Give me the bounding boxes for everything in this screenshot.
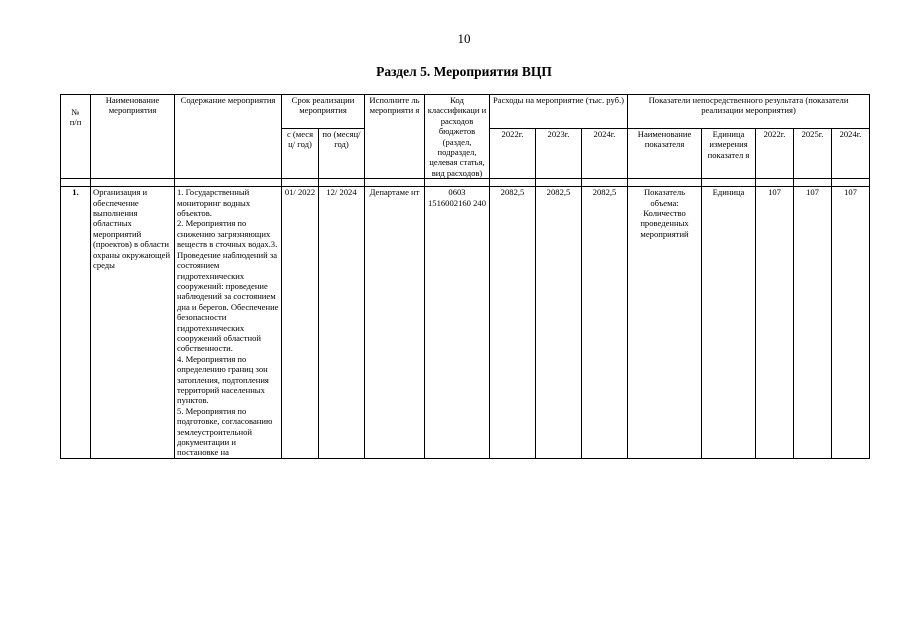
header-ind-year-3: 2024г. <box>832 129 870 179</box>
page-number: 10 <box>457 31 471 46</box>
header-exp-year-1: 2022г. <box>490 129 536 179</box>
activities-table <box>60 94 870 459</box>
header-period: Срок реализации мероприятия <box>282 95 365 129</box>
row-executor: Департаме нт <box>365 187 425 459</box>
table-header-row <box>61 95 870 129</box>
header-ind-year-2: 2025г. <box>794 129 832 179</box>
table-row <box>61 187 870 459</box>
row-content: 1. Государственный мониторинг водных объектов. 2. Мероприятия по снижению загрязняющих веществ в сточных водах.3. Проведение наблюдений за состоянием гидротехнических сооружений: проведение наблюдений за состоянием дна и берегов. Обеспечение безопасности гидротехнических сооружений областной собственности. 4. Мероприятия по определению границ зон затопления, подтопления территорий населенных пунктов. 5. Мероприятия по подготовке, согласованию землеустроительной документации и постановке на <box>175 187 282 459</box>
row-ind-year-1: 107 <box>756 187 794 459</box>
header-indicator-name: Наименование показателя <box>628 129 702 179</box>
row-ind-year-3: 107 <box>832 187 870 459</box>
row-exp-year-3: 2082,5 <box>582 187 628 459</box>
row-exp-year-2: 2082,5 <box>536 187 582 459</box>
row-code: 0603 1516002160 240 <box>425 187 490 459</box>
section-title: Раздел 5. Мероприятия ВЦП <box>376 64 552 79</box>
row-ind-year-2: 107 <box>794 187 832 459</box>
row-name: Организация и обеспечение выполнения областных мероприятий (проектов) в области охраны окружающей среды <box>91 187 175 459</box>
header-period-from: с (меся ц/ год) <box>282 129 319 179</box>
header-ind-year-1: 2022г. <box>756 129 794 179</box>
header-executor: Исполните ль мероприяти я <box>365 95 425 179</box>
header-name: Наименование мероприятия <box>91 95 175 179</box>
row-period-from: 01/ 2022 <box>282 187 319 459</box>
header-code: Код классификаци и расходов бюджетов (раздел, подраздел, целевая статья, вид расходов) <box>425 95 490 179</box>
header-num: № п/п <box>61 95 91 179</box>
row-period-to: 12/ 2024 <box>319 187 365 459</box>
header-expenses: Расходы на мероприятие (тыс. руб.) <box>490 95 628 129</box>
header-content: Содержание мероприятия <box>175 95 282 179</box>
header-indicators: Показатели непосредственного результата (показатели реализации мероприятия) <box>628 95 870 129</box>
header-exp-year-3: 2024г. <box>582 129 628 179</box>
header-indicator-unit: Единица измерения показател я <box>702 129 756 179</box>
row-exp-year-1: 2082,5 <box>490 187 536 459</box>
row-indicator-unit: Единица <box>702 187 756 459</box>
header-period-to: по (месяц/ год) <box>319 129 365 179</box>
spacer-row <box>61 179 870 187</box>
header-exp-year-2: 2023г. <box>536 129 582 179</box>
row-num: 1. <box>61 187 91 459</box>
row-indicator-name: Показатель объема: Количество проведенных мероприятий <box>628 187 702 459</box>
